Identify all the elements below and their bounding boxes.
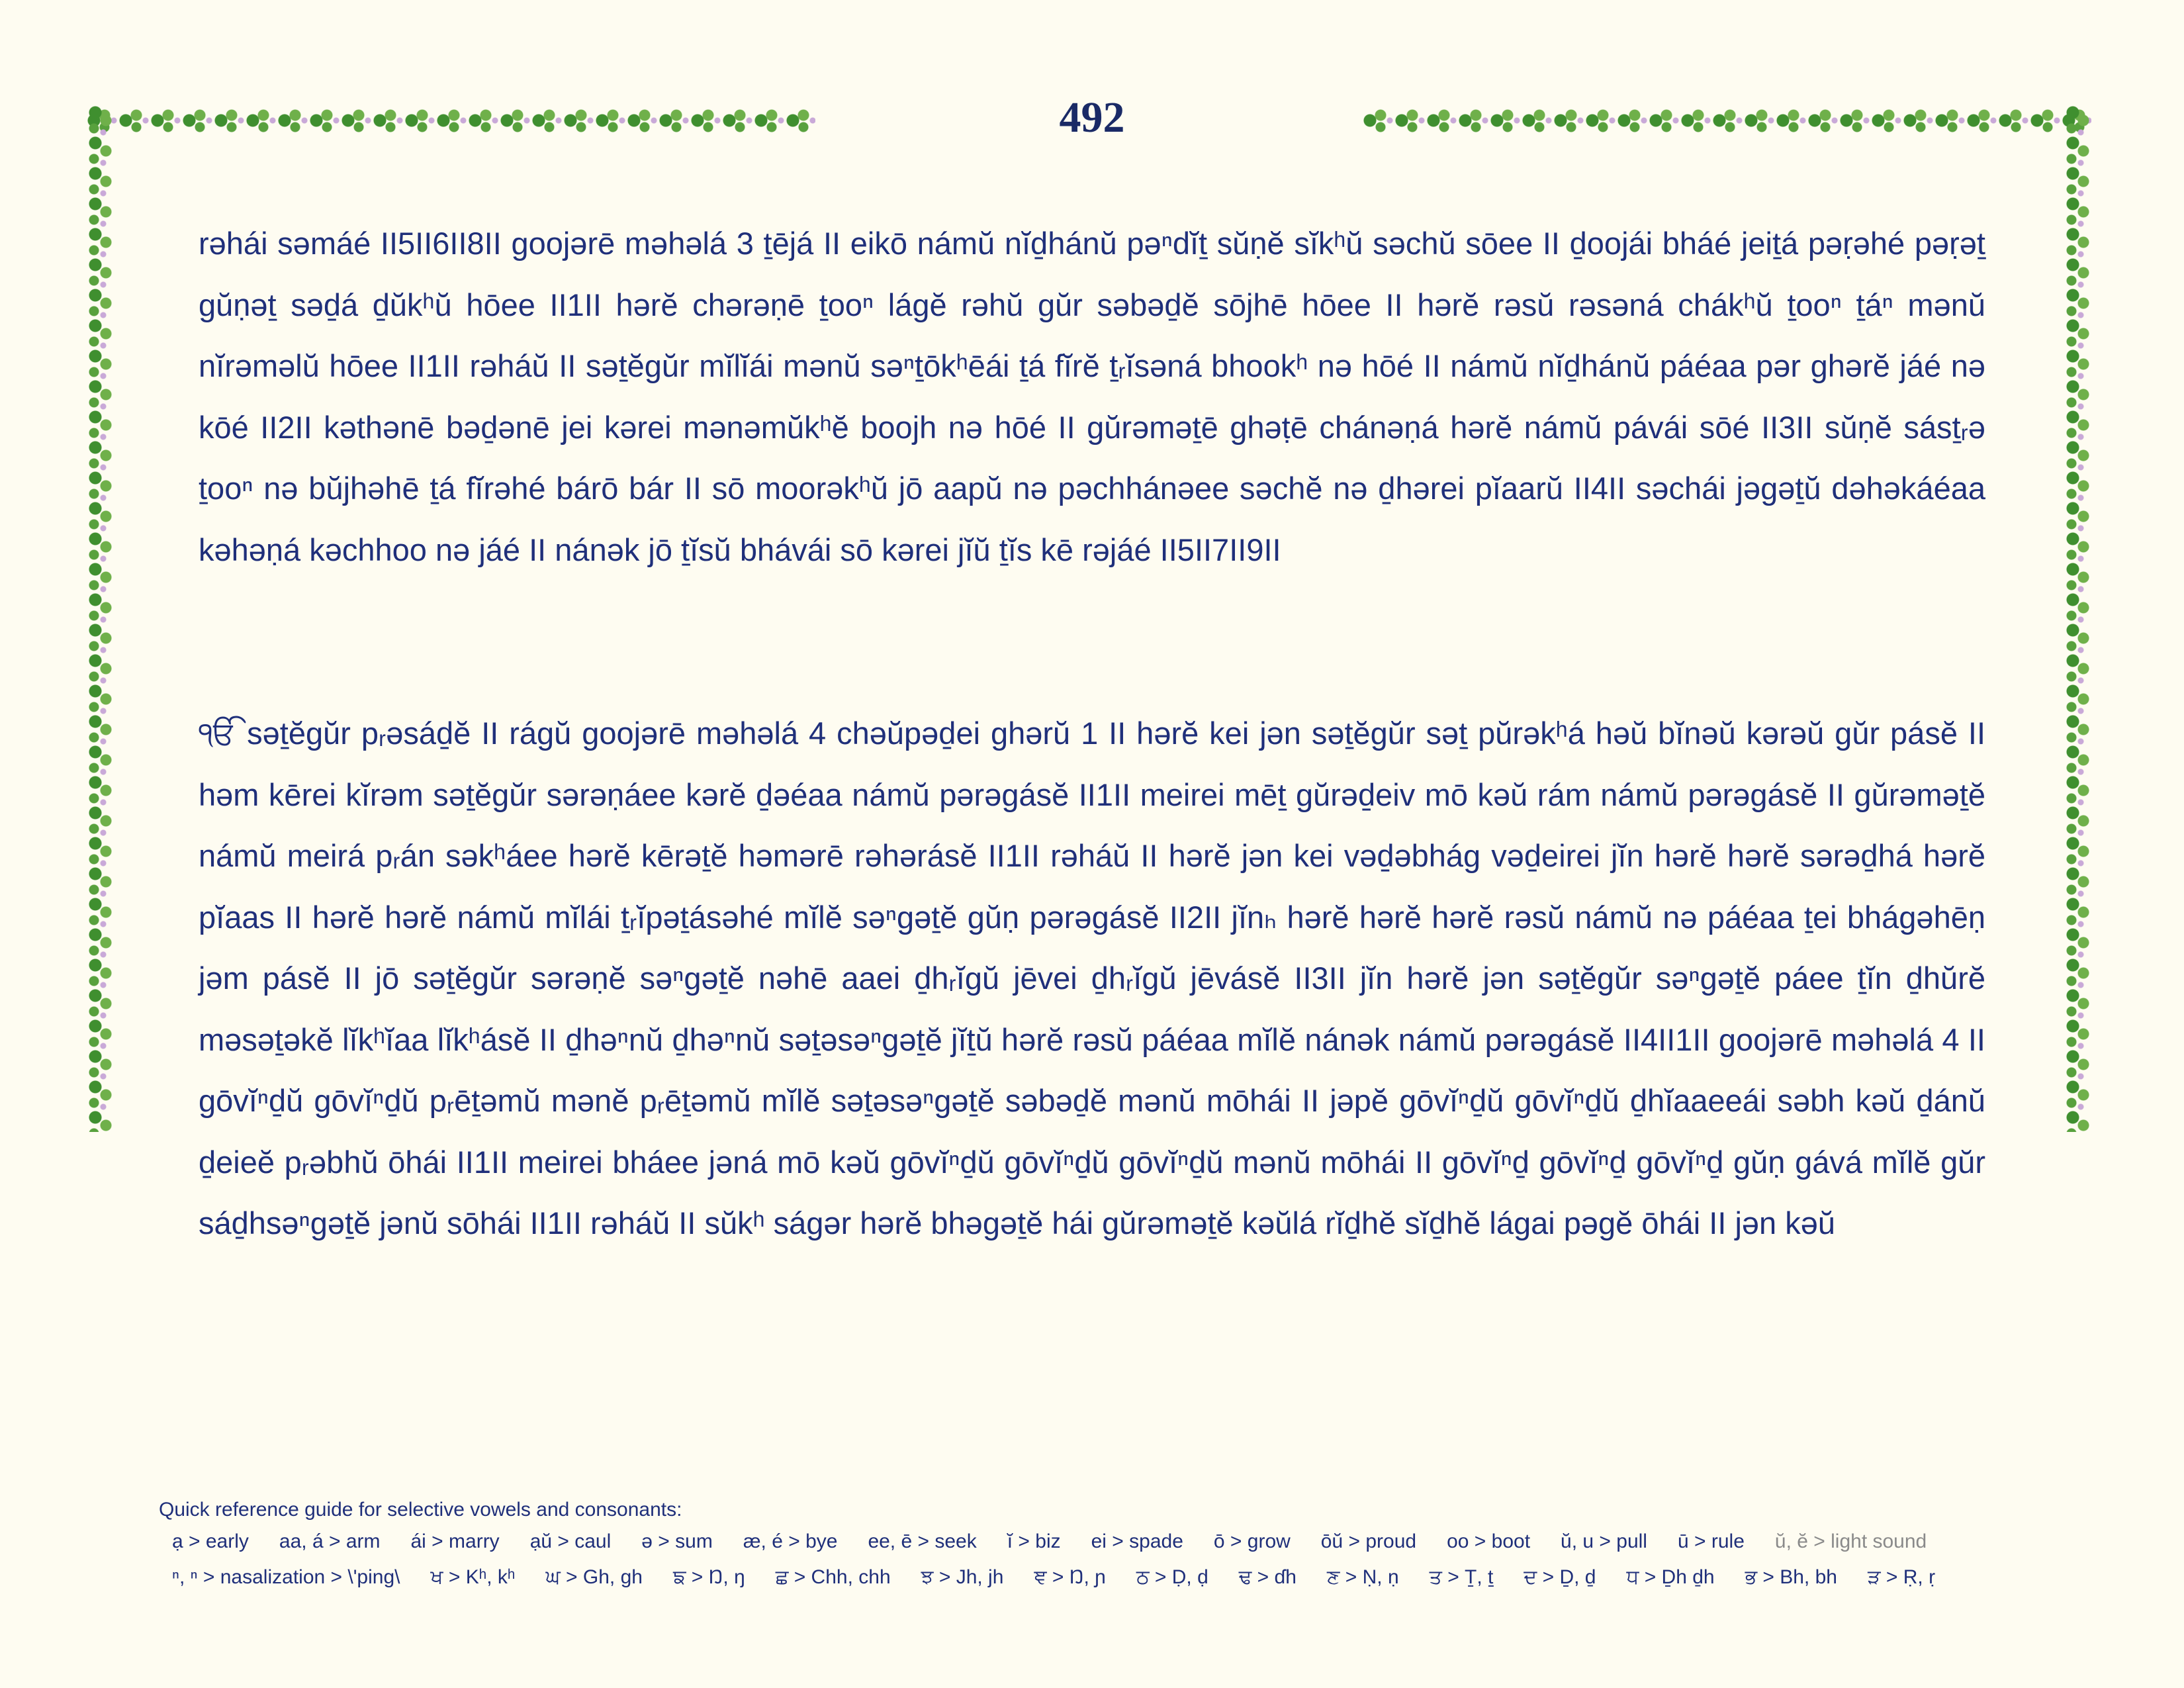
vine-border-left — [87, 106, 114, 1132]
ref-vowel-item: ái > marry — [410, 1530, 500, 1552]
ref-consonant-item: ਣ > Ṇ, ṇ — [1326, 1566, 1399, 1588]
reference-consonants-row — [172, 1566, 1966, 1589]
ref-vowel-item: ə > sum — [641, 1530, 713, 1552]
ref-consonant-item: ਝ > Jh, jh — [921, 1566, 1004, 1588]
ref-consonant-item: ਤ > Ṯ, ṯ — [1429, 1566, 1494, 1588]
ref-consonant-item: ੜ > Ṛ, ṛ — [1867, 1566, 1936, 1588]
ref-consonant-item: ਙ > Ŋ, ŋ — [672, 1566, 745, 1588]
ref-vowel-item: ōŭ > proud — [1320, 1530, 1417, 1552]
ref-vowel-item: ŭ, u > pull — [1561, 1530, 1647, 1552]
ref-consonant-item: ਞ > Ŋ, ɲ — [1034, 1566, 1106, 1588]
reference-guide-title: Quick reference guide for selective vowels and consonants: — [159, 1499, 682, 1521]
ref-vowel-item: ee, ē > seek — [868, 1530, 977, 1552]
ref-vowel-item: ei > spade — [1091, 1530, 1183, 1552]
ref-vowel-item: ĭ > biz — [1007, 1530, 1061, 1552]
transliteration-paragraph-1: rəhái səmáé II5II6II8II goojərē məhəlá 3 ṯējá II eikō námŭ nĭḏhánŭ pəⁿdĭṯ sŭṇĕ sĭkʰŭ səchŭ sōee II ḏoojái bháé jeiṯá pəṛəhé pəṛəṯ gŭṇəṯ səḏá ḏŭkʰŭ hōee II1II hərĕ chərəṇē ṯooⁿ lágĕ rəhŭ gŭr səbəḏĕ sōjhē hōee II hərĕ rəsŭ rəsəná chákʰŭ ṯooⁿ ṯáⁿ mənŭ nĭrəməlŭ hōee II1II rəháŭ II səṯĕgŭr mĭlĭái mənŭ səⁿṯōkʰēái ṯá fĭrĕ ṯᵣĭsəná bhookʰ nə hōé II námŭ nĭḏhánŭ páéaa pər ghərĕ jáé nə kōé II2II kəthənē bəḏənē jei kərei mənəmŭkʰĕ boojh nə hōé II gŭrəməṯē ghəṭē chánəṇá hərĕ námŭ pávái sōé II3II sŭṇĕ sásṯᵣə ṯooⁿ nə bŭjhəhē ṯá fĭrəhé bárō bár II sō moorəkʰŭ jō aapŭ nə pəchhánəee səchĕ nə ḏhərei pĭaarŭ II4II səchái jəgəṯŭ dəhəkáéaa kəhəṇá kəchhoo nə jáé II nánək jō ṯĭsŭ bhávái sō kərei jĭŭ ṯĭs kē rəjáé II5II7II9II — [199, 226, 1985, 567]
ref-consonant-item: ਢ > ɗh — [1238, 1566, 1297, 1588]
ref-consonant-item: ⁿ, ⁿ > nasalization > \'ping\ — [172, 1566, 400, 1588]
vine-border-right — [2065, 106, 2091, 1132]
ref-consonant-item: ਭ > Bh, bh — [1745, 1566, 1837, 1588]
ref-consonant-item: ਦ > Ḏ, ḏ — [1524, 1566, 1596, 1588]
ref-vowel-item: ŭ, ĕ > light sound — [1774, 1530, 1927, 1552]
ref-consonant-item: ਘ > Gh, gh — [545, 1566, 643, 1588]
ref-consonant-item: ਖ > Kʰ, kʰ — [430, 1566, 516, 1588]
ref-consonant-item: ਧ > Ḏh ḏh — [1626, 1566, 1715, 1588]
transliteration-paragraph-2: ੴ səṯĕgŭr pᵣəsáḏĕ II rágŭ goojərē məhəlá 4 chəŭpəḏei ghərŭ 1 II hərĕ kei jən səṯĕgŭr səṯ pŭrəkʰá həŭ bĭnəŭ kərəŭ gŭr pásĕ II həm kērei kĭrəm səṯĕgŭr sərəṇáee kərĕ ḏəéaa námŭ pərəgásĕ II1II meirei mēṯ gŭrəḏeiv mō kəŭ rám námŭ pərəgásĕ II gŭrəməṯĕ námŭ meirá pᵣán səkʰáee hərĕ kērəṯĕ həmərē rəhərásĕ II1II rəháŭ II hərĕ jən kei vəḏəbhág vəḏeirei jĭn hərĕ hərĕ sərəḏhá hərĕ pĭaas II hərĕ hərĕ námŭ mĭlái ṯᵣĭpəṯásəhé mĭlĕ səⁿgəṯĕ gŭṇ pərəgásĕ II2II jĭnₕ hərĕ hərĕ hərĕ rəsŭ námŭ nə páéaa ṯei bhágəhēṇ jəm pásĕ II jō səṯĕgŭr sərəṇĕ səⁿgəṯĕ nəhē aaei ḏhᵣĭgŭ jēvei ḏhᵣĭgŭ jēvásĕ II3II jĭn hərĕ jən səṯĕgŭr səⁿgəṯĕ páee ṯĭn ḏhŭrĕ məsəṯəkĕ lĭkʰĭaa lĭkʰásĕ II ḏhəⁿnŭ ḏhəⁿnŭ səṯəsəⁿgəṯĕ jĭṯŭ hərĕ rəsŭ páéaa mĭlĕ nánək námŭ pərəgásĕ II4II1II goojərē məhəlá 4 II gōvĭⁿḏŭ gōvĭⁿḏŭ pᵣēṯəmŭ mənĕ pᵣēṯəmŭ mĭlĕ səṯəsəⁿgəṯĕ səbəḏĕ mənŭ mōhái II jəpĕ gōvĭⁿḏŭ gōvĭⁿḏŭ ḏhĭaaeeái səbh kəŭ ḏánŭ ḏeieĕ pᵣəbhŭ ōhái II1II meirei bháee jəná mō kəŭ gōvĭⁿḏŭ gōvĭⁿḏŭ gōvĭⁿḏŭ mənŭ mōhái II gōvĭⁿḏ gōvĭⁿḏ gōvĭⁿḏ gŭṇ gává mĭlĕ gŭr sáḏhsəⁿgəṯĕ jənŭ sōhái II1II rəháŭ II sŭkʰ ságər hərĕ bhəgəṯĕ hái gŭrəməṯĕ kəŭlá rĭḏhĕ sĭḏhĕ lágai pəgĕ ōhái II jən kəŭ — [199, 716, 1985, 1241]
ref-consonant-item: ਠ > Ḍ, ḍ — [1136, 1566, 1208, 1588]
ref-vowel-item: ạ > early — [172, 1530, 249, 1552]
ref-vowel-item: æ, é > bye — [743, 1530, 838, 1552]
ref-vowel-item: ū > rule — [1677, 1530, 1745, 1552]
reference-vowels-row — [172, 1530, 1957, 1553]
page-number: 492 — [1059, 93, 1125, 142]
ref-vowel-item: ạŭ > caul — [529, 1530, 612, 1552]
ref-consonant-item: ਛ > Chh, chh — [775, 1566, 891, 1588]
ref-vowel-item: aa, á > arm — [279, 1530, 381, 1552]
ref-vowel-item: ō > grow — [1213, 1530, 1291, 1552]
ref-vowel-item: oo > boot — [1447, 1530, 1531, 1552]
